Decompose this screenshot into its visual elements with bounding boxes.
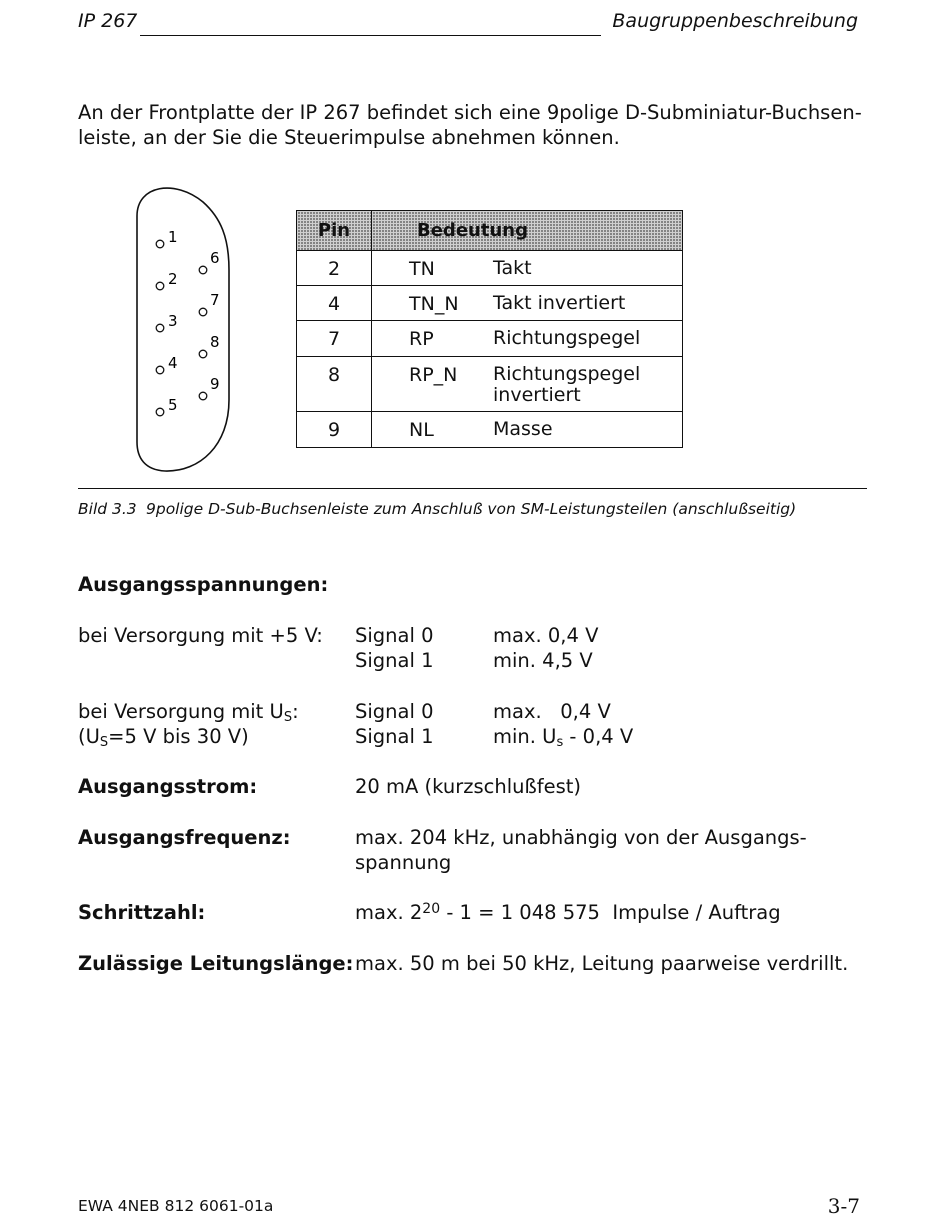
pin-label-8: 8	[210, 333, 220, 351]
connector-outline	[137, 188, 229, 471]
cell-description: Takt invertiert	[493, 292, 626, 314]
supply-us-range	[78, 724, 249, 749]
footer-document-number: EWA 4NEB 812 6061-01a	[78, 1197, 274, 1215]
supply-us-value-1-suffix: - 0,4 V	[563, 725, 634, 748]
cell-signal: TN_N	[409, 293, 459, 315]
pin-label-6: 6	[210, 249, 220, 267]
cell-pin: 9	[297, 412, 372, 448]
supply-us-value-1-subscript: s	[556, 735, 564, 750]
cell-signal: TN	[409, 258, 435, 280]
supply-us-signal-0: Signal 0	[355, 700, 434, 723]
step-count-rest: - 1 = 1 048 575 Impulse / Auftrag	[440, 901, 781, 924]
step-count-exponent: 20	[422, 901, 441, 917]
figure-caption-text: 9polige D-Sub-Buchsenleiste zum Anschluß von SM-Leistungsteilen (anschlußseitig)	[146, 500, 797, 518]
supply-us-value-0: max. 0,4 V	[493, 700, 611, 723]
pin-hole-3	[156, 324, 164, 332]
table-row	[297, 251, 683, 286]
intro-line-1: An der Frontplatte der IP 267 befindet sich eine 9polige D-Subminiatur-Buchsen-	[78, 101, 862, 124]
output-frequency-value-line-2: spannung	[355, 851, 452, 874]
supply-5v-signal-1: Signal 1	[355, 649, 434, 672]
cell-signal: RP	[409, 328, 434, 350]
header-left-title: IP 267	[78, 10, 138, 32]
caption-rule	[78, 488, 867, 489]
supply-us-range-prefix: (U	[78, 725, 100, 748]
pin-hole-8	[199, 350, 207, 358]
cell-meaning	[372, 251, 683, 286]
output-voltages-heading: Ausgangsspannungen:	[78, 573, 329, 596]
pin-hole-6	[199, 266, 207, 274]
table-row	[297, 412, 683, 448]
supply-us-value-1-text: min. U	[493, 725, 557, 748]
step-count-value	[355, 900, 781, 925]
supply-us-signal-1: Signal 1	[355, 725, 434, 748]
pin-label-3: 3	[168, 312, 178, 330]
supply-us-colon: :	[292, 700, 299, 723]
cell-pin: 2	[297, 251, 372, 286]
output-frequency-value-line-1: max. 204 kHz, unabhängig von der Ausgangs-	[355, 826, 807, 849]
cell-pin: 7	[297, 321, 372, 357]
header-right-title: Baugruppenbeschreibung	[612, 10, 858, 32]
cell-meaning	[372, 286, 683, 321]
pin-hole-4	[156, 366, 164, 374]
cell-description: Masse	[493, 418, 553, 440]
table-header-row	[297, 211, 683, 251]
pin-label-9: 9	[210, 375, 220, 393]
table-row	[297, 357, 683, 412]
pin-hole-7	[199, 308, 207, 316]
pin-hole-1	[156, 240, 164, 248]
step-count-base: max. 2	[355, 901, 423, 924]
cable-length-label: Zulässige Leitungslänge:	[78, 952, 354, 975]
pin-hole-2	[156, 282, 164, 290]
output-frequency-label: Ausgangsfrequenz:	[78, 826, 291, 849]
step-count-label: Schrittzahl:	[78, 901, 206, 924]
pin-hole-9	[199, 392, 207, 400]
intro-line-2: leiste, an der Sie die Steuerimpulse abnehmen können.	[78, 126, 620, 149]
intro-paragraph	[78, 100, 878, 150]
cable-length-value: max. 50 m bei 50 kHz, Leitung paarweise verdrillt.	[355, 952, 849, 975]
supply-us-range-subscript: S	[99, 735, 109, 750]
cell-description-line-1: Richtungspegel	[493, 363, 641, 385]
pin-assignment-table	[296, 210, 683, 448]
cell-description: Richtungspegel	[493, 327, 641, 349]
cell-description	[493, 364, 640, 406]
figure-caption	[78, 500, 796, 518]
figure-label: Bild 3.3	[78, 500, 137, 518]
header-rule	[140, 35, 601, 36]
pin-hole-5	[156, 408, 164, 416]
supply-us-label-text: bei Versorgung mit U	[78, 700, 284, 723]
cell-signal: NL	[409, 419, 434, 441]
pin-label-7: 7	[210, 291, 220, 309]
cell-pin: 8	[297, 357, 372, 412]
supply-us-value-1	[493, 724, 633, 749]
supply-5v-value-0: max. 0,4 V	[493, 624, 599, 647]
supply-us-label	[78, 699, 299, 724]
supply-us-subscript: S	[283, 710, 293, 725]
cell-meaning	[372, 321, 683, 357]
cell-meaning	[372, 412, 683, 448]
output-current-value: 20 mA (kurzschlußfest)	[355, 775, 582, 798]
cell-description: Takt	[493, 257, 532, 279]
supply-5v-label: bei Versorgung mit +5 V:	[78, 624, 323, 647]
header-pin: Pin	[297, 211, 372, 251]
supply-5v-value-1: min. 4,5 V	[493, 649, 593, 672]
cell-pin: 4	[297, 286, 372, 321]
table-row	[297, 321, 683, 357]
footer-page-number: 3-7	[827, 1194, 860, 1218]
cell-description-line-2: invertiert	[493, 384, 581, 406]
dsub-connector-diagram	[120, 180, 250, 480]
pin-label-2: 2	[168, 270, 178, 288]
output-current-label: Ausgangsstrom:	[78, 775, 258, 798]
cell-meaning	[372, 357, 683, 412]
pin-label-5: 5	[168, 396, 178, 414]
supply-us-range-text: =5 V bis 30 V)	[108, 725, 249, 748]
pin-label-4: 4	[168, 354, 178, 372]
pin-label-1: 1	[168, 228, 178, 246]
supply-5v-signal-0: Signal 0	[355, 624, 434, 647]
header-meaning: Bedeutung	[372, 211, 683, 251]
table-row	[297, 286, 683, 321]
cell-signal: RP_N	[409, 364, 458, 386]
